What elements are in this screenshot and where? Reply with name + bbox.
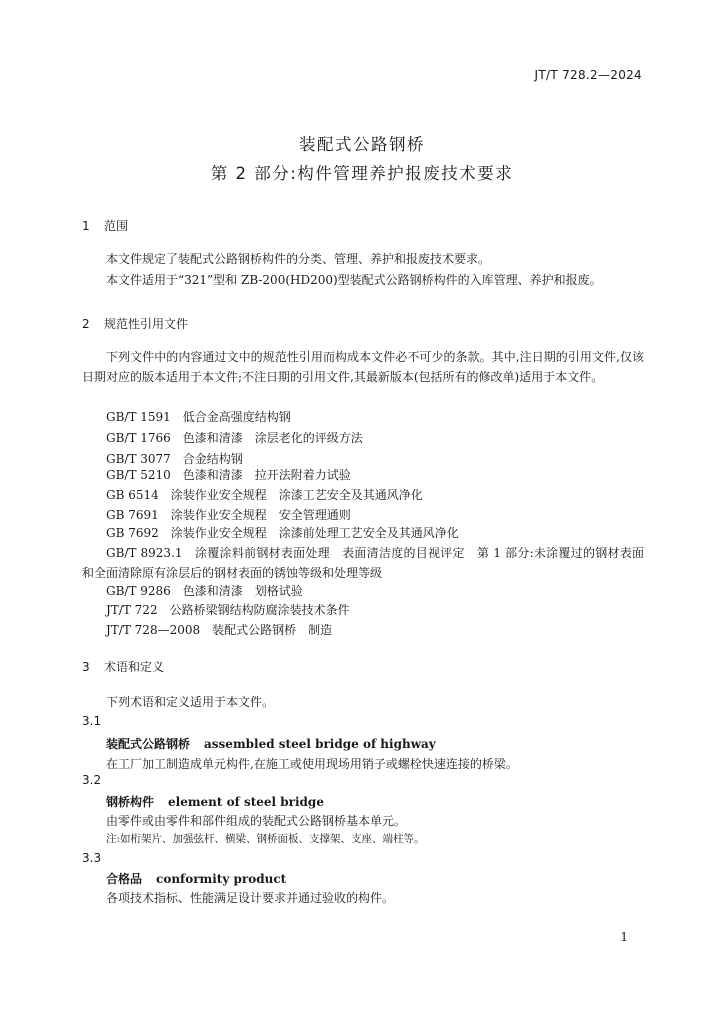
term-en: conformity product bbox=[156, 872, 287, 886]
document-subtitle: 第 2 部分:构件管理养护报废技术要求 bbox=[210, 164, 514, 183]
section-number: 3 bbox=[82, 660, 90, 674]
reference-item: GB/T 9286 色漆和清漆 划格试验 bbox=[106, 584, 303, 598]
term-number: 3.3 bbox=[82, 851, 102, 865]
paragraph: 下列术语和定义适用于本文件。 bbox=[106, 695, 275, 709]
term-number: 3.1 bbox=[82, 714, 102, 728]
term-title bbox=[106, 735, 436, 752]
reference-item: GB/T 3077 合金结构钢 bbox=[106, 452, 243, 466]
term-zh: 合格品 bbox=[106, 872, 143, 886]
paragraph: 本文件规定了装配式公路钢桥构件的分类、管理、养护和报废技术要求。 bbox=[106, 252, 491, 266]
reference-item: GB/T 5210 色漆和清漆 拉开法附着力试验 bbox=[106, 468, 351, 482]
section-number: 1 bbox=[82, 219, 90, 233]
reference-item: GB 7692 涂装作业安全规程 涂漆前处理工艺安全及其通风净化 bbox=[106, 526, 459, 540]
standard-code: JT/T 728.2—2024 bbox=[534, 68, 642, 82]
reference-item: GB/T 8923.1 涂覆涂料前钢材表面处理 表面清洁度的目视评定 第 1 部分:未涂覆过的钢材表面和全面清除原有涂层后的钢材表面的锈蚀等级和处理等级 bbox=[82, 546, 644, 580]
term-definition: 各项技术指标、性能满足设计要求并通过验收的构件。 bbox=[106, 891, 395, 905]
reference-item: JT/T 728—2008 装配式公路钢桥 制造 bbox=[106, 623, 333, 637]
term-definition: 由零件或由零件和部件组成的装配式公路钢桥基本单元。 bbox=[106, 814, 407, 828]
term-en: element of steel bridge bbox=[168, 795, 324, 809]
reference-item: GB/T 1591 低合金高强度结构钢 bbox=[106, 410, 291, 424]
reference-item: JT/T 722 公路桥梁钢结构防腐涂装技术条件 bbox=[106, 603, 350, 617]
term-title bbox=[106, 793, 324, 810]
paragraph: 本文件适用于“321”型和 ZB-200(HD200)型装配式公路钢桥构件的入库管理、养护和报废。 bbox=[106, 273, 602, 287]
term-number: 3.2 bbox=[82, 773, 102, 787]
term-note: 注:如桁架片、加强弦杆、横梁、钢桥面板、支撑架、支座、端柱等。 bbox=[106, 833, 425, 845]
section-title: 范围 bbox=[104, 219, 129, 233]
term-zh: 装配式公路钢桥 bbox=[106, 737, 191, 751]
section-1-heading bbox=[82, 217, 128, 234]
term-title bbox=[106, 870, 286, 887]
reference-item: GB 6514 涂装作业安全规程 涂漆工艺安全及其通风净化 bbox=[106, 488, 423, 502]
term-zh: 钢桥构件 bbox=[106, 795, 155, 809]
section-number: 2 bbox=[82, 317, 90, 331]
document-title: 装配式公路钢桥 bbox=[299, 135, 425, 154]
section-title: 规范性引用文件 bbox=[104, 317, 189, 331]
reference-item: GB/T 1766 色漆和清漆 涂层老化的评级方法 bbox=[106, 431, 363, 445]
section-title: 术语和定义 bbox=[104, 660, 165, 674]
paragraph: 下列文件中的内容通过文中的规范性引用而构成本文件必不可少的条款。其中,注日期的引用文件,仅该日期对应的版本适用于本文件;不注日期的引用文件,其最新版本(包括所有的修改单)适用于本文件。 bbox=[82, 350, 644, 384]
section-3-heading bbox=[82, 658, 164, 675]
term-en: assembled steel bridge of highway bbox=[204, 737, 436, 751]
page-number: 1 bbox=[620, 930, 628, 944]
section-2-heading bbox=[82, 315, 188, 332]
term-definition: 在工厂加工制造成单元构件,在施工或使用现场用销子或螺栓快速连接的桥梁。 bbox=[106, 757, 518, 771]
reference-item: GB 7691 涂装作业安全规程 安全管理通则 bbox=[106, 508, 351, 522]
